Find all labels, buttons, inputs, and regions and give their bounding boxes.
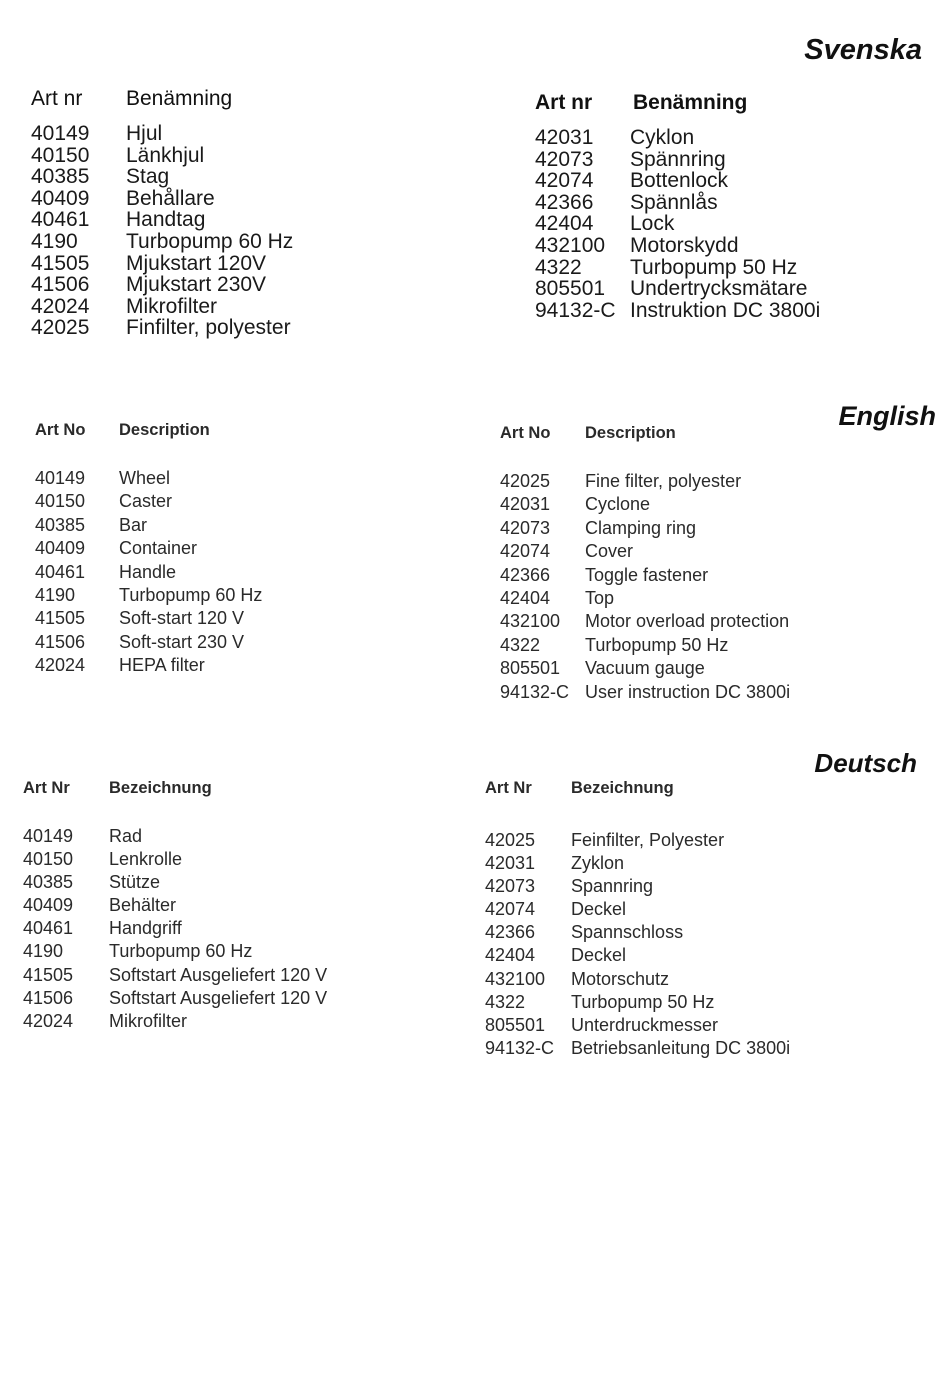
table-row bbox=[31, 296, 293, 318]
article-number: 42073 bbox=[485, 876, 536, 897]
table-row bbox=[535, 127, 820, 149]
part-description: Toggle fastener bbox=[585, 564, 709, 585]
table-row bbox=[35, 561, 262, 584]
column-header-art-nr: Art Nr bbox=[485, 779, 532, 797]
part-description: Mikrofilter bbox=[126, 294, 218, 318]
article-number: 42404 bbox=[485, 945, 536, 966]
parts-table-deutsch-right bbox=[485, 779, 790, 1060]
parts-table-deutsch-left bbox=[23, 779, 327, 1033]
table-row bbox=[23, 894, 327, 917]
column-header-art-no: Art No bbox=[35, 421, 86, 439]
table-body bbox=[535, 127, 820, 321]
article-number: 4322 bbox=[500, 634, 541, 655]
table-row bbox=[500, 681, 790, 704]
part-description: Feinfilter, Polyester bbox=[571, 830, 725, 850]
part-description: Handgriff bbox=[109, 918, 182, 939]
table-row bbox=[23, 987, 327, 1010]
table-row bbox=[485, 921, 790, 944]
table-row bbox=[500, 587, 790, 610]
article-number: 94132-C bbox=[500, 681, 570, 702]
table-row bbox=[23, 825, 327, 848]
table-row bbox=[35, 654, 262, 677]
part-description: Behållare bbox=[126, 186, 215, 210]
table-row bbox=[535, 278, 820, 300]
article-number: 42025 bbox=[31, 316, 90, 340]
article-number: 805501 bbox=[500, 658, 561, 679]
article-number: 41505 bbox=[23, 964, 74, 985]
article-number: 42074 bbox=[535, 169, 594, 193]
part-description: Deckel bbox=[571, 899, 627, 920]
table-row bbox=[31, 188, 293, 210]
table-body bbox=[500, 470, 790, 704]
article-number: 94132-C bbox=[485, 1037, 555, 1058]
part-description: Clamping ring bbox=[585, 517, 697, 538]
table-header bbox=[485, 779, 790, 801]
article-number: 42404 bbox=[500, 587, 551, 608]
table-row bbox=[535, 257, 820, 279]
part-description: Zyklon bbox=[571, 853, 625, 874]
article-number: 40149 bbox=[35, 468, 86, 488]
article-number: 42366 bbox=[485, 922, 536, 943]
table-header bbox=[500, 424, 790, 446]
table-row bbox=[500, 610, 790, 633]
part-description: Turbopump 50 Hz bbox=[585, 634, 729, 655]
article-number: 42074 bbox=[500, 541, 551, 562]
part-description: Vacuum gauge bbox=[585, 658, 705, 679]
article-number: 40461 bbox=[23, 918, 74, 939]
table-row bbox=[23, 871, 327, 894]
part-description: HEPA filter bbox=[119, 655, 205, 676]
article-number: 432100 bbox=[485, 968, 546, 989]
article-number: 42031 bbox=[535, 126, 594, 149]
part-description: Mjukstart 120V bbox=[126, 251, 267, 275]
column-header-art-nr: Art Nr bbox=[23, 779, 70, 797]
table-body bbox=[485, 829, 790, 1060]
part-description: Top bbox=[585, 587, 615, 608]
column-header-bezeichnung: Bezeichnung bbox=[109, 779, 212, 797]
column-header-art-nr: Art nr bbox=[535, 91, 593, 114]
part-description: Lenkrolle bbox=[109, 849, 183, 870]
table-header bbox=[23, 779, 327, 801]
table-row bbox=[485, 898, 790, 921]
column-header-art-no: Art No bbox=[500, 424, 551, 442]
column-header-description: Description bbox=[585, 424, 676, 442]
part-description: Motorskydd bbox=[630, 233, 739, 257]
part-description: Turbopump 60 Hz bbox=[126, 229, 294, 253]
article-number: 42025 bbox=[485, 830, 536, 850]
table-row bbox=[485, 991, 790, 1014]
part-description: Soft-start 120 V bbox=[119, 608, 245, 629]
part-description: Turbopump 50 Hz bbox=[630, 255, 798, 279]
article-number: 42366 bbox=[535, 190, 594, 214]
part-description: Turbopump 50 Hz bbox=[571, 991, 715, 1012]
article-number: 432100 bbox=[535, 233, 606, 257]
table-row bbox=[485, 944, 790, 967]
table-row bbox=[535, 170, 820, 192]
table-row bbox=[485, 968, 790, 991]
article-number: 40150 bbox=[23, 849, 74, 870]
table-row bbox=[35, 490, 262, 513]
parts-table-svenska-left bbox=[31, 87, 293, 339]
article-number: 4190 bbox=[23, 941, 64, 962]
article-number: 40409 bbox=[23, 895, 74, 916]
article-number: 41506 bbox=[31, 273, 90, 297]
table-row bbox=[535, 235, 820, 257]
table-row bbox=[500, 564, 790, 587]
part-description: Hjul bbox=[126, 122, 163, 145]
article-number: 42074 bbox=[485, 899, 536, 920]
column-header-description: Benämning bbox=[126, 87, 233, 110]
table-row bbox=[485, 852, 790, 875]
article-number: 42024 bbox=[35, 655, 86, 676]
table-header bbox=[31, 87, 293, 113]
part-description: Spannring bbox=[571, 876, 654, 897]
article-number: 40150 bbox=[31, 143, 90, 167]
article-number: 41506 bbox=[35, 631, 86, 652]
article-number: 42024 bbox=[31, 294, 90, 318]
table-row bbox=[500, 517, 790, 540]
part-description: Behälter bbox=[109, 895, 177, 916]
part-description: Cover bbox=[585, 541, 634, 562]
part-description: Softstart Ausgeliefert 120 V bbox=[109, 987, 328, 1008]
table-row bbox=[500, 470, 790, 493]
part-description: Deckel bbox=[571, 945, 627, 966]
part-description: Betriebsanleitung DC 3800i bbox=[571, 1037, 791, 1058]
part-description: Soft-start 230 V bbox=[119, 631, 245, 652]
article-number: 42366 bbox=[500, 564, 551, 585]
table-row bbox=[535, 149, 820, 171]
part-description: Spännlås bbox=[630, 190, 718, 214]
part-description: Mjukstart 230V bbox=[126, 273, 267, 297]
part-description: Motorschutz bbox=[571, 968, 670, 989]
article-number: 40409 bbox=[31, 186, 90, 210]
table-row bbox=[500, 493, 790, 516]
article-number: 40385 bbox=[23, 872, 74, 893]
article-number: 41505 bbox=[35, 608, 86, 629]
part-description: Container bbox=[119, 538, 198, 559]
part-description: Undertrycksmätare bbox=[630, 277, 808, 301]
table-row bbox=[35, 607, 262, 630]
table-row bbox=[31, 145, 293, 167]
table-row bbox=[31, 123, 293, 145]
article-number: 4322 bbox=[535, 255, 582, 279]
part-description: Stütze bbox=[109, 872, 161, 893]
part-description: Wheel bbox=[119, 468, 171, 488]
table-row bbox=[31, 253, 293, 275]
table-row bbox=[535, 300, 820, 322]
section-title-deutsch: Deutsch bbox=[814, 748, 917, 778]
table-row bbox=[485, 875, 790, 898]
part-description: Bar bbox=[119, 514, 148, 535]
table-body bbox=[35, 467, 262, 678]
table-row bbox=[23, 917, 327, 940]
table-row bbox=[35, 514, 262, 537]
part-description: Lock bbox=[630, 212, 675, 236]
part-description: Stag bbox=[126, 165, 170, 189]
part-description: Caster bbox=[119, 491, 173, 512]
article-number: 805501 bbox=[535, 277, 606, 301]
table-row bbox=[485, 1037, 790, 1060]
part-description: User instruction DC 3800i bbox=[585, 681, 791, 702]
part-description: Handle bbox=[119, 561, 177, 582]
article-number: 40385 bbox=[31, 165, 90, 189]
column-header-description: Benämning bbox=[633, 91, 748, 114]
article-number: 40150 bbox=[35, 491, 86, 512]
table-row bbox=[23, 940, 327, 963]
parts-table-english-right bbox=[500, 424, 790, 704]
table-row bbox=[35, 467, 262, 490]
article-number: 4190 bbox=[31, 229, 78, 253]
table-row bbox=[31, 274, 293, 296]
article-number: 41506 bbox=[23, 987, 74, 1008]
table-row bbox=[500, 657, 790, 680]
article-number: 805501 bbox=[485, 1014, 546, 1035]
table-header bbox=[35, 421, 262, 443]
article-number: 42025 bbox=[500, 471, 551, 491]
table-row bbox=[23, 1010, 327, 1033]
part-description: Spannschloss bbox=[571, 922, 684, 943]
article-number: 42031 bbox=[485, 853, 536, 874]
article-number: 432100 bbox=[500, 611, 561, 632]
table-header bbox=[535, 91, 820, 117]
article-number: 40149 bbox=[31, 122, 90, 145]
article-number: 42073 bbox=[535, 147, 594, 171]
table-row bbox=[485, 1014, 790, 1037]
article-number: 4190 bbox=[35, 584, 76, 605]
table-row bbox=[35, 631, 262, 654]
table-row bbox=[23, 848, 327, 871]
part-description: Softstart Ausgeliefert 120 V bbox=[109, 964, 328, 985]
part-description: Cyklon bbox=[630, 126, 695, 149]
table-row bbox=[31, 231, 293, 253]
table-row bbox=[23, 964, 327, 987]
part-description: Unterdruckmesser bbox=[571, 1014, 719, 1035]
part-description: Cyclone bbox=[585, 494, 651, 515]
article-number: 40409 bbox=[35, 538, 86, 559]
part-description: Turbopump 60 Hz bbox=[109, 941, 253, 962]
column-header-art-nr: Art nr bbox=[31, 87, 83, 110]
section-title-english: English bbox=[838, 401, 936, 431]
table-row bbox=[35, 537, 262, 560]
part-description: Motor overload protection bbox=[585, 611, 790, 632]
part-description: Fine filter, polyester bbox=[585, 471, 742, 491]
parts-table-english-left bbox=[35, 421, 262, 678]
table-row bbox=[535, 213, 820, 235]
article-number: 40149 bbox=[23, 826, 74, 846]
column-header-bezeichnung: Bezeichnung bbox=[571, 779, 674, 797]
part-description: Turbopump 60 Hz bbox=[119, 584, 263, 605]
article-number: 42404 bbox=[535, 212, 594, 236]
table-row bbox=[500, 540, 790, 563]
part-description: Spännring bbox=[630, 147, 726, 171]
table-row bbox=[31, 166, 293, 188]
section-title-svenska: Svenska bbox=[804, 34, 922, 66]
column-header-description: Description bbox=[119, 421, 210, 439]
part-description: Länkhjul bbox=[126, 143, 205, 167]
table-row bbox=[31, 317, 293, 339]
part-description: Handtag bbox=[126, 208, 206, 232]
part-description: Instruktion DC 3800i bbox=[630, 298, 821, 322]
table-body bbox=[31, 123, 293, 339]
part-description: Mikrofilter bbox=[109, 1010, 188, 1031]
article-number: 4322 bbox=[485, 991, 526, 1012]
table-row bbox=[500, 634, 790, 657]
article-number: 40385 bbox=[35, 514, 86, 535]
table-row bbox=[35, 584, 262, 607]
article-number: 42073 bbox=[500, 517, 551, 538]
article-number: 42031 bbox=[500, 494, 551, 515]
part-description: Rad bbox=[109, 826, 143, 846]
article-number: 40461 bbox=[35, 561, 86, 582]
table-row bbox=[31, 209, 293, 231]
article-number: 42024 bbox=[23, 1010, 74, 1031]
article-number: 41505 bbox=[31, 251, 90, 275]
table-row bbox=[485, 829, 790, 852]
parts-table-svenska-right bbox=[535, 91, 820, 321]
table-body bbox=[23, 825, 327, 1033]
article-number: 40461 bbox=[31, 208, 90, 232]
table-row bbox=[535, 192, 820, 214]
article-number: 94132-C bbox=[535, 298, 616, 322]
part-description: Finfilter, polyester bbox=[126, 316, 291, 340]
part-description: Bottenlock bbox=[630, 169, 729, 193]
